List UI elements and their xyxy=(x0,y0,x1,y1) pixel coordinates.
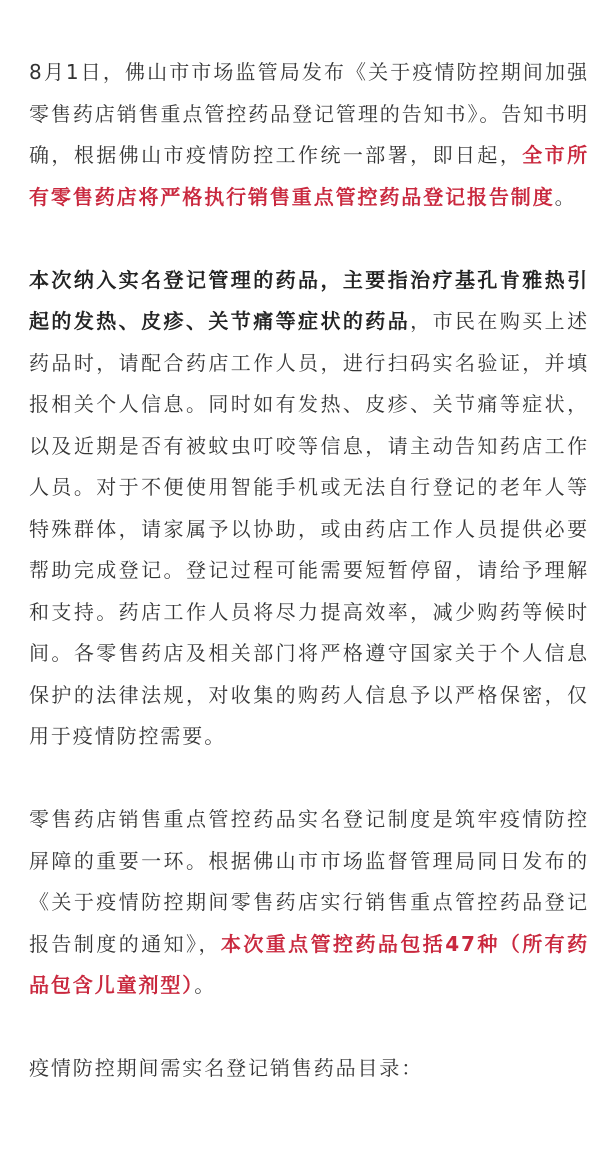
policy-notice-highlight: 本次重点管控药品包括47种（所有药品包含儿童剂型） xyxy=(29,931,589,997)
registration-scope-text: ，市民在购买上述药品时，请配合药店工作人员，进行扫码实名验证，并填报相关个人信息。同时如有发热、皮疹、关节痛等症状，以及近期是否有被蚊虫叮咬等信息，请主动告知药店工作人员。对于不便使用智能手机或无法自行登记的老年人等特殊群体，请家属予以协助，或由药店工作人员提供必要帮助完成登记。登记过程可能需要短暂停留，请给予理解和支持。药店工作人员将尽力提高效率，减少购药等候时间。各零售药店及相关部门将严格遵守国家关于个人信息保护的法律法规，对收集的购药人信息予以严格保密，仅用于疫情防控需要。 xyxy=(29,309,589,748)
article-body xyxy=(29,52,589,1090)
paragraph-registration-scope xyxy=(29,260,589,758)
policy-notice-end: 。 xyxy=(194,973,217,997)
catalog-heading-text: 疫情防控期间需实名登记销售药品目录： xyxy=(29,1056,424,1080)
policy-notice-text: 零售药店销售重点管控药品实名登记制度是筑牢疫情防控屏障的重要一环。根据佛山市市场监督管理局同日发布的《关于疫情防控期间零售药店实行销售重点管控药品登记报告制度的通知》， xyxy=(29,807,589,956)
paragraph-policy-notice xyxy=(29,799,589,1007)
paragraph-catalog-heading xyxy=(29,1048,589,1090)
announcement-highlight: 全市所有零售药店将严格执行销售重点管控药品登记报告制度 xyxy=(29,143,589,209)
announcement-text: 8月1日，佛山市市场监管局发布《关于疫情防控期间加强零售药店销售重点管控药品登记管理的告知书》。告知书明确，根据佛山市疫情防控工作统一部署，即日起， xyxy=(29,60,589,167)
announcement-end: 。 xyxy=(554,184,577,209)
paragraph-announcement xyxy=(29,52,589,218)
registration-scope-bold: 本次纳入实名登记管理的药品，主要指治疗基孔肯雅热引起的发热、皮疹、关节痛等症状的药品 xyxy=(29,267,589,333)
